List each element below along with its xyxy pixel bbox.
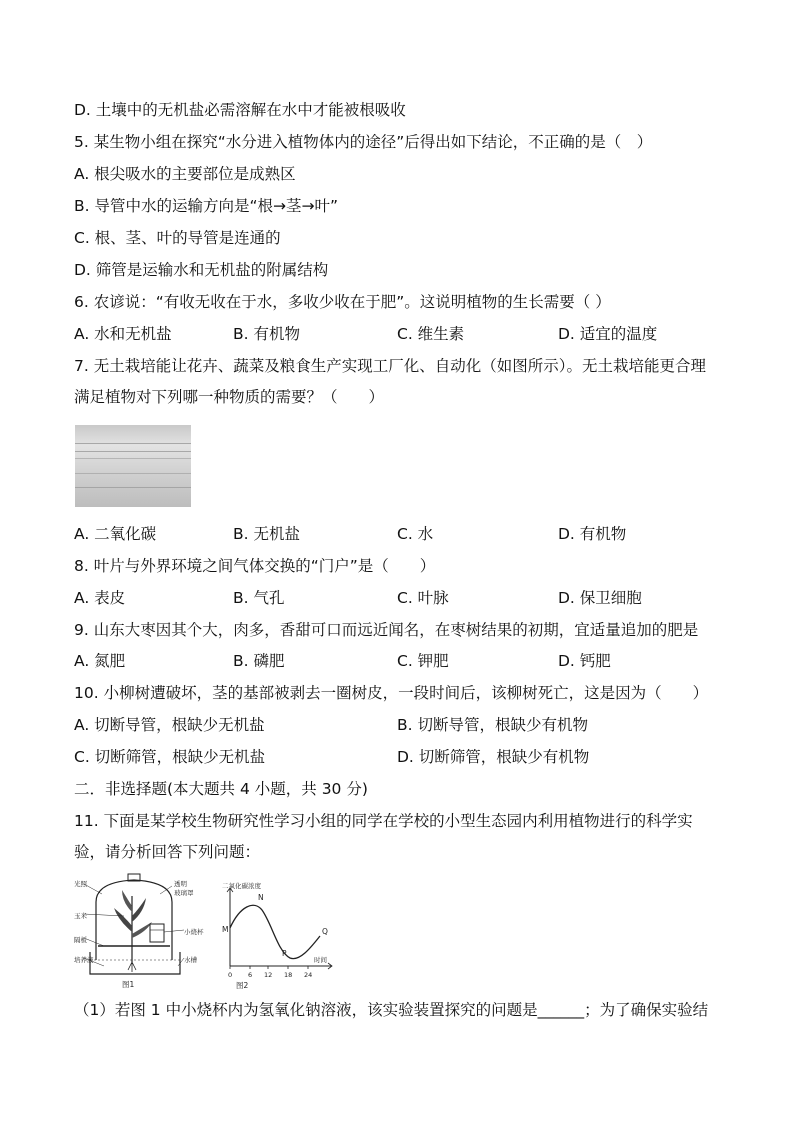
- q7-option-b: B. 无机盐: [233, 525, 300, 543]
- fig2-tick-0: 0: [228, 971, 233, 979]
- greenhouse-photo: [75, 425, 191, 507]
- q6-option-d: D. 适宜的温度: [558, 325, 658, 343]
- q6-option-a: A. 水和无机盐: [74, 325, 172, 343]
- q9-option-a: A. 氮肥: [74, 652, 126, 670]
- question-7-line1: 7. 无土栽培能让花卉、蔬菜及粮食生产实现工厂化、自动化（如图所示）。无土栽培能更合理: [74, 357, 706, 375]
- fig1-label-nutrient: 培养液: [74, 956, 94, 964]
- fig2-xlabel: 时间: [314, 956, 327, 964]
- q9-option-c: C. 钾肥: [397, 652, 449, 670]
- question-6: 6. 农谚说：“有收无收在于水，多收少收在于肥”。这说明植物的生长需要（ ）: [74, 293, 611, 311]
- fig1-label-partition: 隔板: [74, 936, 87, 944]
- question-10: 10. 小柳树遭破坏，茎的基部被剥去一圈树皮，一段时间后，该柳树死亡，这是因为（ ）: [74, 684, 709, 702]
- q6-option-b: B. 有机物: [233, 325, 300, 343]
- fig1-label-transparent: 透明: [174, 880, 187, 888]
- question-7-line2: 满足植物对下列哪一种物质的需要？（ ）: [74, 388, 385, 406]
- fig1-label-corn: 玉米: [74, 912, 87, 920]
- q8-option-c: C. 叶脉: [397, 589, 449, 607]
- q8-option-d: D. 保卫细胞: [558, 589, 642, 607]
- q5-option-a: A. 根尖吸水的主要部位是成熟区: [74, 165, 296, 183]
- q10-option-a: A. 切断导管，根缺少无机盐: [74, 716, 265, 734]
- question-11-line1: 11. 下面是某学校生物研究性学习小组的同学在学校的小型生态园内利用植物进行的科学实: [74, 812, 693, 830]
- question-11-line2: 验，请分析回答下列问题：: [74, 843, 261, 861]
- fig2-tick-6: 6: [248, 971, 253, 979]
- section-2-heading: 二．非选择题(本大题共 4 小题，共 30 分): [74, 780, 368, 798]
- question-8: 8. 叶片与外界环境之间气体交换的“门户”是（ ）: [74, 557, 436, 575]
- fig2-point-m: M: [222, 925, 229, 934]
- figure-1-apparatus: [74, 872, 214, 990]
- q9-option-d: D. 钙肥: [558, 652, 611, 670]
- q7-option-a: A. 二氧化碳: [74, 525, 157, 543]
- q10-option-c: C. 切断筛管，根缺少无机盐: [74, 748, 266, 766]
- fig2-caption: 图2: [236, 981, 249, 990]
- q10-option-d: D. 切断筛管，根缺少有机物: [397, 748, 590, 766]
- fig1-label-beaker: 小烧杯: [184, 928, 204, 936]
- fig1-label-trough: 水槽: [184, 956, 197, 964]
- fig1-label-light: 光照: [74, 880, 87, 888]
- figure-2-co2-curve: [220, 880, 340, 990]
- fig2-tick-24: 24: [304, 971, 313, 979]
- fig2-tick-12: 12: [264, 971, 273, 979]
- question-9: 9. 山东大枣因其个大，肉多，香甜可口而远近闻名，在枣树结果的初期，宜适量追加的肥是: [74, 621, 699, 639]
- fig2-point-n: N: [258, 893, 264, 902]
- q10-option-b: B. 切断导管，根缺少有机物: [397, 716, 588, 734]
- fig2-point-p: P: [282, 949, 287, 958]
- question-5: 5. 某生物小组在探究“水分进入植物体内的途径”后得出如下结论，不正确的是（ ）: [74, 133, 653, 151]
- q5-option-d: D. 筛管是运输水和无机盐的附属结构: [74, 261, 329, 279]
- q4-option-d: D. 土壤中的无机盐必需溶解在水中才能被根吸收: [74, 101, 406, 119]
- fig2-ylabel: 二氧化碳浓度: [222, 882, 261, 890]
- q7-option-c: C. 水: [397, 525, 434, 543]
- fig1-caption: 图1: [122, 980, 135, 989]
- q5-option-b: B. 导管中水的运输方向是“根→茎→叶”: [74, 197, 339, 215]
- q8-option-a: A. 表皮: [74, 589, 126, 607]
- q7-option-d: D. 有机物: [558, 525, 627, 543]
- fig2-tick-18: 18: [284, 971, 293, 979]
- q6-option-c: C. 维生素: [397, 325, 465, 343]
- question-11-part-1: （1）若图 1 中小烧杯内为氢氧化钠溶液，该实验装置探究的问题是______；为了确保实验结: [74, 1001, 709, 1019]
- fig1-label-belljar: 玻璃罩: [174, 889, 194, 897]
- q9-option-b: B. 磷肥: [233, 652, 285, 670]
- q8-option-b: B. 气孔: [233, 589, 285, 607]
- fig2-point-q: Q: [322, 927, 328, 936]
- q5-option-c: C. 根、茎、叶的导管是连通的: [74, 229, 281, 247]
